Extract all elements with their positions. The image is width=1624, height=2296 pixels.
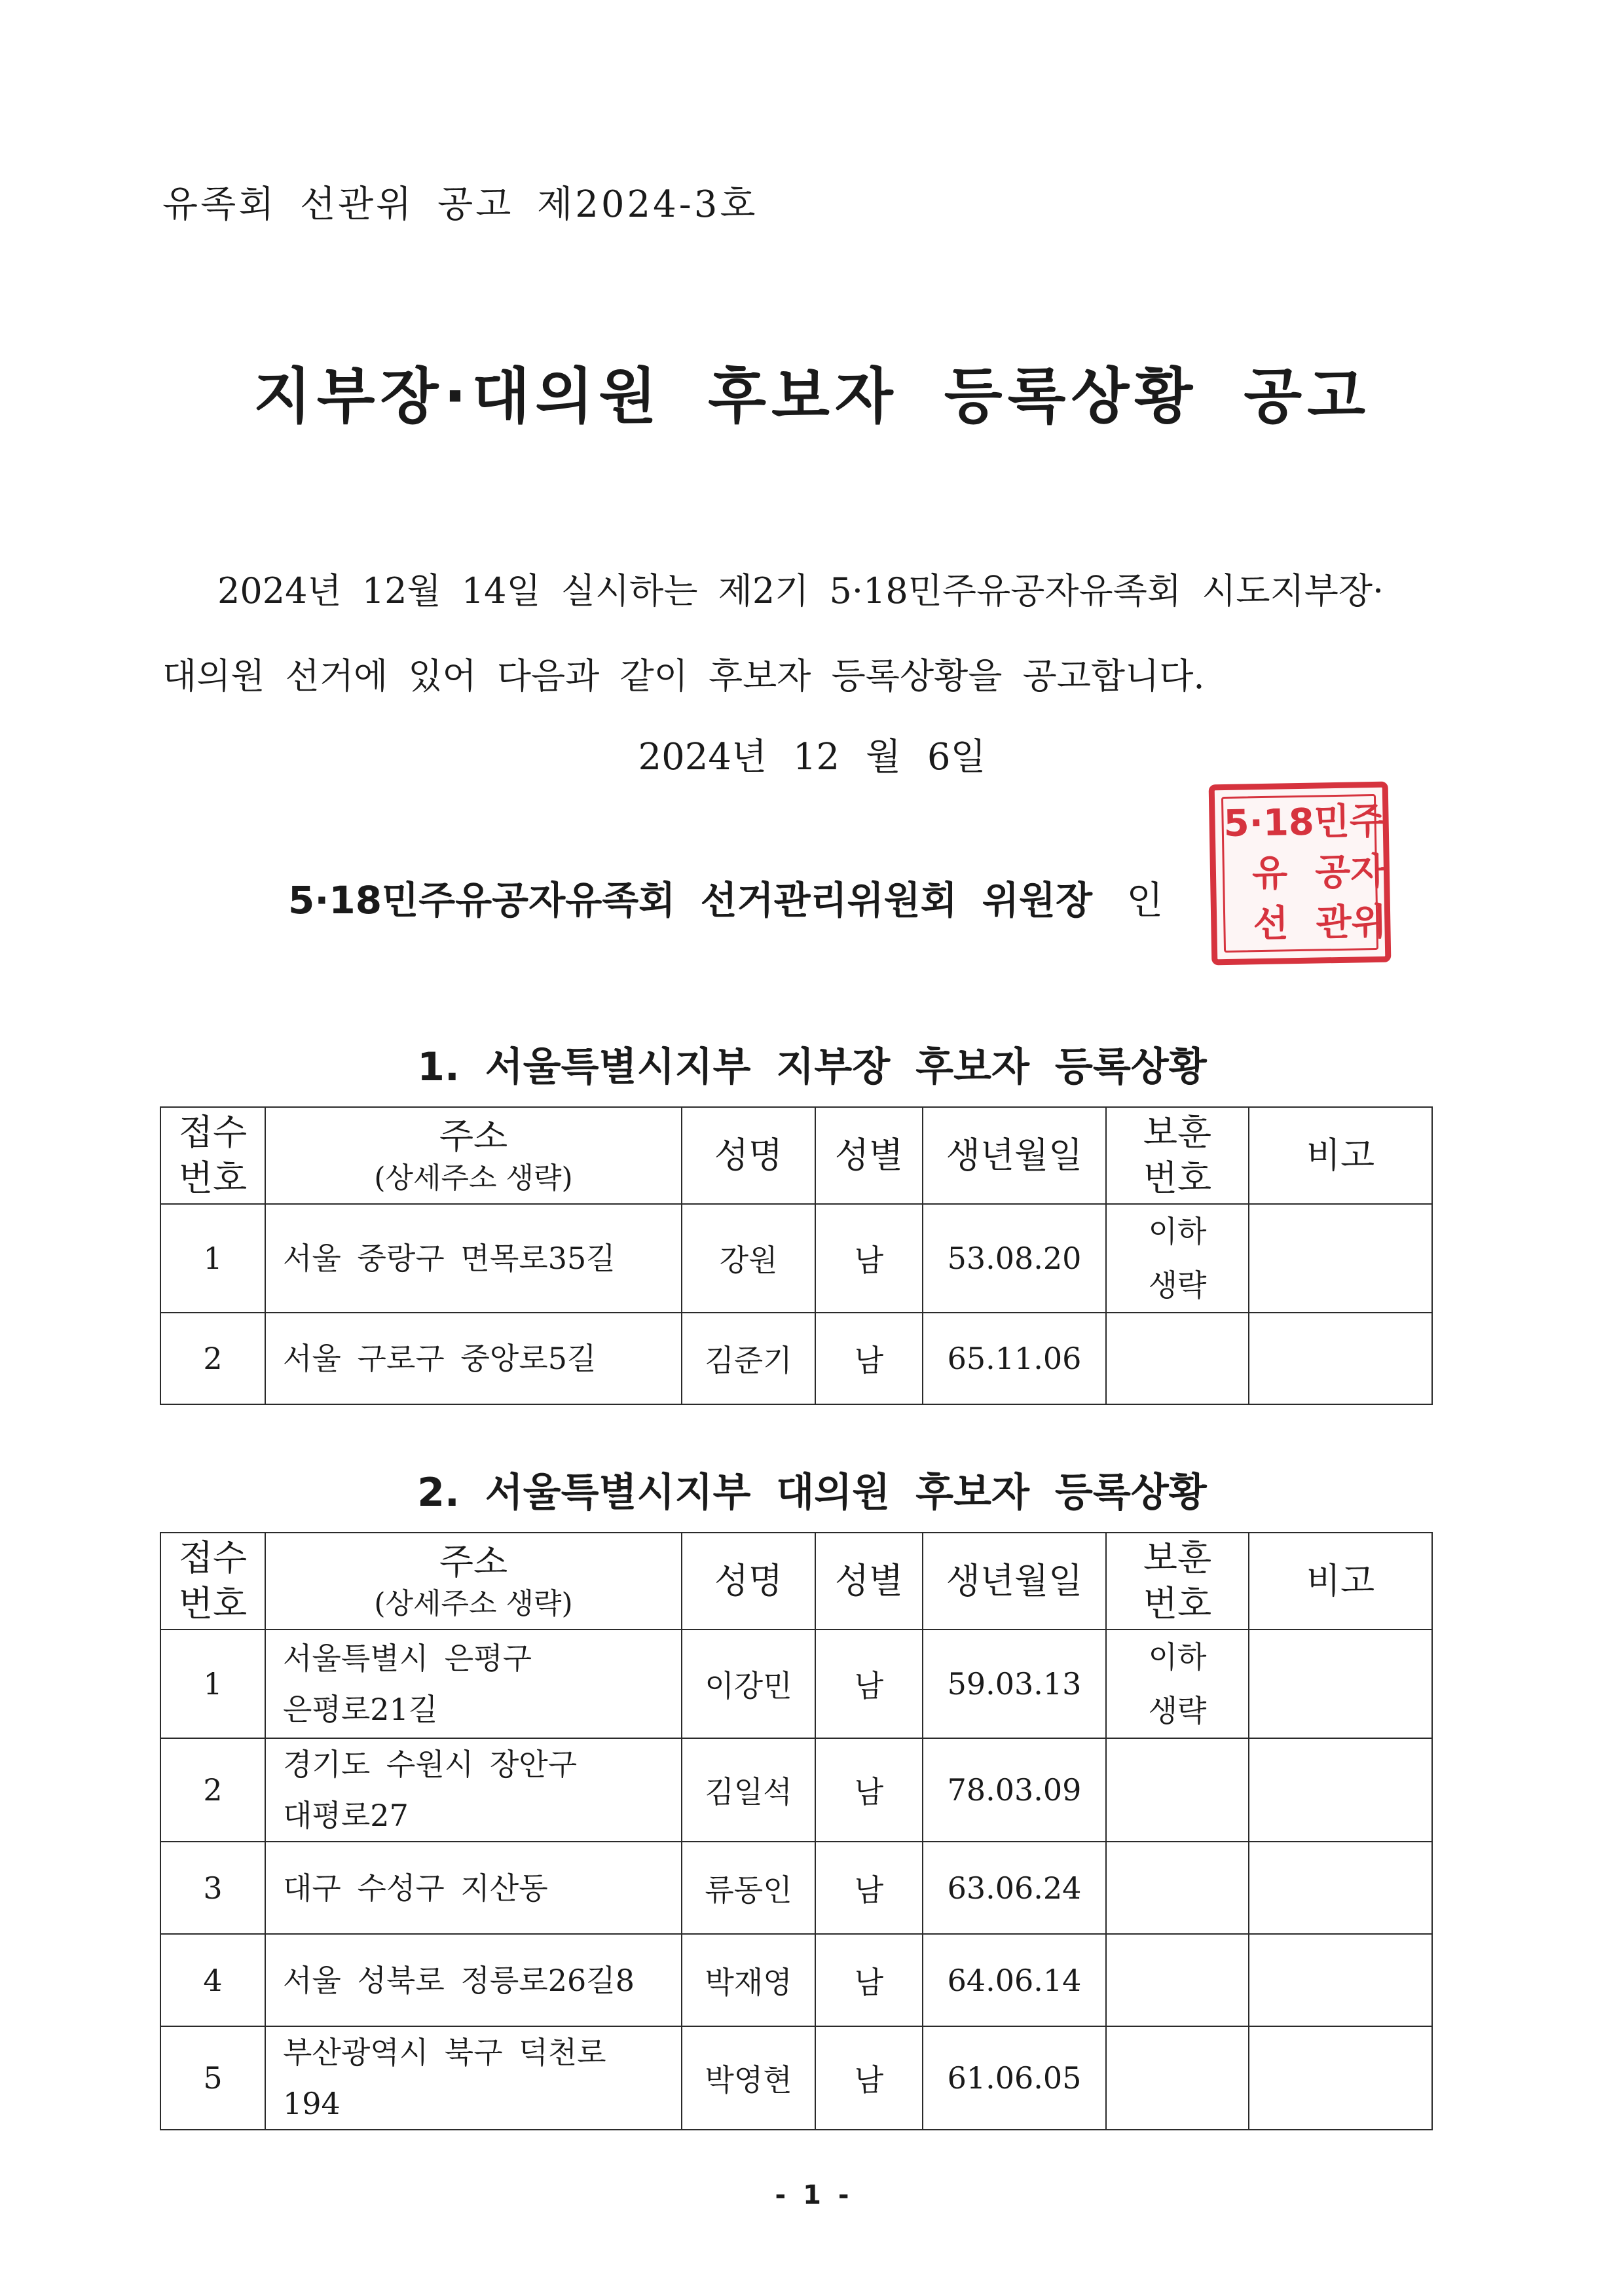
cell-address: 서울특별시 은평구 은평로21길: [265, 1630, 682, 1738]
header-remark: 비고: [1249, 1107, 1432, 1204]
header-remark: 비고: [1249, 1533, 1432, 1630]
table-row: [160, 1934, 1432, 2026]
signer-line: [288, 869, 1163, 924]
cell-remark: [1249, 2026, 1432, 2130]
table-row: [160, 1204, 1432, 1313]
header-registration-no: 접수 번호: [160, 1107, 265, 1204]
cell-name: 박재영: [682, 1934, 815, 2026]
cell-name: 김준기: [682, 1313, 815, 1404]
header-birthdate: 생년월일: [923, 1533, 1106, 1630]
document-title: 지부장·대의원 후보자 등록상황 공고: [253, 361, 1371, 431]
cell-merit-no: [1106, 1738, 1249, 1842]
seal-char: 5·18: [1223, 801, 1315, 845]
seal-char: 유: [1251, 852, 1288, 896]
header-name: 성명: [682, 1107, 815, 1204]
cell-name: 류동인: [682, 1842, 815, 1934]
cell-address: 경기도 수원시 장안구 대평로27: [265, 1738, 682, 1842]
announcement-date: 2024년 12 월 6일: [638, 736, 986, 778]
cell-merit-no: [1106, 1842, 1249, 1934]
cell-remark: [1249, 1934, 1432, 2026]
cell-remark: [1249, 1204, 1432, 1313]
seal-char: 자: [1350, 850, 1386, 894]
cell-birthdate: 59.03.13: [923, 1630, 1106, 1738]
table-header-row: [160, 1533, 1432, 1630]
seal-char: 선: [1252, 902, 1289, 946]
cell-address: 대구 수성구 지산동: [265, 1842, 682, 1934]
table-row: [160, 2026, 1432, 2130]
cell-no: 2: [160, 1313, 265, 1404]
header-address: 주소 (상세주소 생략): [265, 1533, 682, 1630]
body-line-2: 대의원 선거에 있어 다음과 같이 후보자 등록상황을 공고합니다.: [162, 655, 1205, 697]
cell-name: 박영현: [682, 2026, 815, 2130]
cell-gender: 남: [815, 1204, 923, 1313]
seal-characters: [1221, 794, 1388, 953]
cell-merit-no: [1106, 2026, 1249, 2130]
table-row: [160, 1738, 1432, 1842]
announcement-body: [162, 549, 1472, 719]
cell-gender: 남: [815, 1630, 923, 1738]
announcement-number: 유족회 선관위 공고 제2024-3호: [162, 183, 758, 226]
cell-gender: 남: [815, 1738, 923, 1842]
section-1-title: 1. 서울특별시지부 지부장 후보자 등록상황: [417, 1044, 1207, 1090]
cell-birthdate: 64.06.14: [923, 1934, 1106, 2026]
cell-gender: 남: [815, 1313, 923, 1404]
seal-char: 관: [1315, 901, 1352, 945]
header-registration-no: 접수 번호: [160, 1533, 265, 1630]
table-header-row: [160, 1107, 1432, 1204]
cell-no: 3: [160, 1842, 265, 1934]
cell-merit-no: [1106, 1313, 1249, 1404]
cell-no: 5: [160, 2026, 265, 2130]
cell-gender: 남: [815, 1934, 923, 2026]
cell-birthdate: 65.11.06: [923, 1313, 1106, 1404]
cell-no: 1: [160, 1204, 265, 1313]
header-address: 주소 (상세주소 생략): [265, 1107, 682, 1204]
header-gender: 성별: [815, 1107, 923, 1204]
cell-name: 김일석: [682, 1738, 815, 1842]
cell-remark: [1249, 1313, 1432, 1404]
seal-char: 민: [1314, 800, 1350, 844]
table-row: [160, 1842, 1432, 1934]
cell-merit-no: [1106, 1934, 1249, 2026]
cell-birthdate: 53.08.20: [923, 1204, 1106, 1313]
cell-gender: 남: [815, 2026, 923, 2130]
cell-no: 1: [160, 1630, 265, 1738]
seal-mark: 인: [1126, 878, 1164, 922]
cell-address: 부산광역시 북구 덕천로 194: [265, 2026, 682, 2130]
cell-remark: [1249, 1738, 1432, 1842]
signer-name: 5·18민주유공자유족회 선거관리위원회 위원장: [288, 878, 1092, 922]
page-number: - 1 -: [775, 2180, 849, 2210]
official-seal: [1209, 782, 1392, 966]
cell-address: 서울 성북로 정릉로26길8: [265, 1934, 682, 2026]
cell-address: 서울 중랑구 면목로35길: [265, 1204, 682, 1313]
cell-address: 서울 구로구 중앙로5길: [265, 1313, 682, 1404]
seal-char: 위: [1351, 901, 1388, 944]
section-2-title: 2. 서울특별시지부 대의원 후보자 등록상황: [417, 1470, 1207, 1516]
cell-remark: [1249, 1630, 1432, 1738]
header-merit-no: 보훈 번호: [1106, 1107, 1249, 1204]
cell-birthdate: 61.06.05: [923, 2026, 1106, 2130]
cell-name: 이강민: [682, 1630, 815, 1738]
header-merit-no: 보훈 번호: [1106, 1533, 1249, 1630]
seal-char: 주: [1349, 799, 1386, 843]
cell-name: 강원: [682, 1204, 815, 1313]
branch-head-candidates-table: [160, 1106, 1433, 1405]
header-name: 성명: [682, 1533, 815, 1630]
cell-no: 4: [160, 1934, 265, 2026]
delegate-candidates-table: [160, 1532, 1433, 2130]
header-gender: 성별: [815, 1533, 923, 1630]
table-row: [160, 1630, 1432, 1738]
cell-birthdate: 78.03.09: [923, 1738, 1106, 1842]
cell-no: 2: [160, 1738, 265, 1842]
seal-char: 공: [1314, 850, 1351, 894]
table-row: [160, 1313, 1432, 1404]
cell-gender: 남: [815, 1842, 923, 1934]
header-birthdate: 생년월일: [923, 1107, 1106, 1204]
cell-remark: [1249, 1842, 1432, 1934]
cell-merit-no: 이하 생략: [1106, 1204, 1249, 1313]
cell-birthdate: 63.06.24: [923, 1842, 1106, 1934]
body-line-1: 2024년 12월 14일 실시하는 제2기 5·18민주유공자유족회 시도지부장·: [217, 570, 1384, 611]
cell-merit-no: 이하 생략: [1106, 1630, 1249, 1738]
